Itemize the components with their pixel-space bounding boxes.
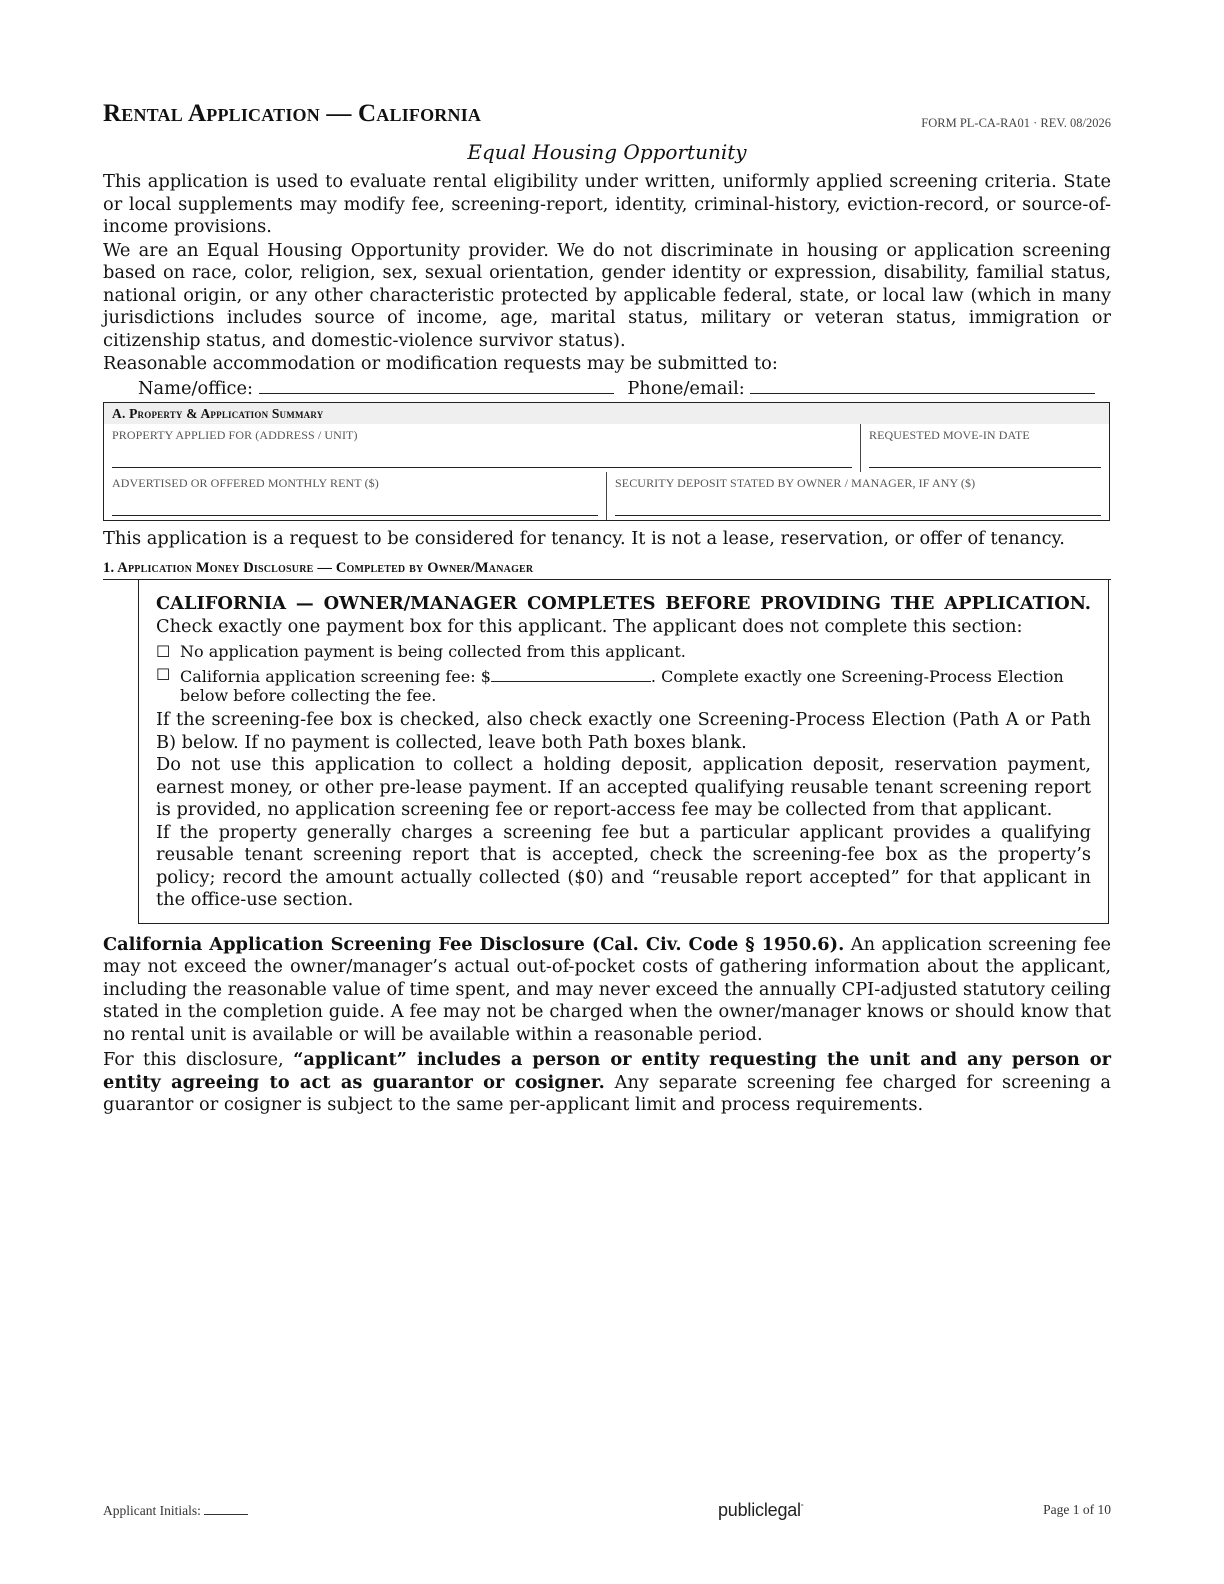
security-deposit-label: SECURITY DEPOSIT STATED BY OWNER / MANAGER, IF ANY ($) [615,476,976,490]
owner-instructions-text: Check exactly one payment box for this applicant. The applicant does not complete this section: [156,615,1023,637]
no-payment-label: No application payment is being collected from this applicant. [180,642,686,661]
screening-fee-amount-field[interactable] [491,665,651,682]
applicant-initials [103,1502,248,1519]
property-address-label: PROPERTY APPLIED FOR (ADDRESS / UNIT) [112,428,358,442]
screening-fee-text-pre: California application screening fee: $ [180,667,491,686]
applicant-initials-field[interactable] [204,1502,248,1515]
applicant-initials-label: Applicant Initials: [103,1503,201,1518]
applicant-definition-post: Any separate screening fee charged for screening a guarantor or cosigner is subject to the same per-applicant limit and process requirements. [103,1071,1111,1115]
property-address-cell [104,424,860,472]
page-subtitle: Equal Housing Opportunity [467,140,747,164]
summary-row-1 [104,424,1109,472]
applicant-definition-bold: “applicant” includes a person or entity requesting the unit and any person or entity agreeing to act as guarantor or cosigner. [103,1049,1111,1093]
name-office-field[interactable] [259,377,614,394]
applicant-definition-paragraph [103,1049,1111,1117]
tenancy-notice: This application is a request to be considered for tenancy. It is not a lease, reservation, or offer of tenancy. [103,528,1065,549]
summary-row-2 [104,472,1109,520]
intro-paragraph-3: Reasonable accommodation or modification requests may be submitted to: [103,353,778,374]
intro-paragraph-2: We are an Equal Housing Opportunity provider. We do not discriminate in housing or application screening based on race, color, religion, sex, sexual orientation, gender identity or expression, disability, familial status, national origin, or any other characteristic protected by applicable federal, state, or local law (which in many jurisdictions includes source of income, age, marital status, military or veteran status, immigration or citizenship status, and domestic-violence survivor status). [103,239,1111,351]
document-page [103,100,1111,1117]
screening-fee-text-post: . Complete exactly one Screening-Process Election below before collecting the fee. [180,667,1064,705]
checkbox-icon[interactable]: ☐ [156,665,171,684]
security-deposit-field[interactable] [615,491,1101,516]
accommodation-contact-line [103,377,1111,401]
page-footer [103,1500,1111,1524]
monthly-rent-label: ADVERTISED OR OFFERED MONTHLY RENT ($) [112,476,379,490]
phone-email-label: Phone/email: [627,377,745,399]
page-number: Page 1 of 10 [1043,1502,1111,1517]
move-in-date-label: REQUESTED MOVE-IN DATE [869,428,1030,442]
screening-fee-option[interactable] [156,665,1091,705]
page-title: Rental Application — California [103,100,482,127]
section-1-heading: 1. Application Money Disclosure — Completed by Owner/Manager [103,560,1111,580]
move-in-date-field[interactable] [869,443,1101,468]
header [103,100,1111,140]
checkbox-icon[interactable]: ☐ [156,642,171,661]
property-address-field[interactable] [112,443,852,468]
publiclegal-logo [718,1500,803,1521]
logo-text: publiclegal [718,1500,801,1520]
screening-fee-label [180,665,1091,705]
reusable-report-paragraph: If the property generally charges a screening fee but a particular applicant provides a qualifying reusable tenant screening report that is accepted, check the screening-fee box as the property’s policy; record the amount actually collected ($0) and “reusable report accepted” for that applicant in the office-use section. [156,821,1091,910]
no-payment-option[interactable] [156,642,1091,661]
move-in-date-cell [860,424,1109,472]
form-number: FORM PL-CA-RA01 · REV. 08/2026 [921,116,1111,130]
security-deposit-cell [606,472,1109,520]
name-office-label: Name/office: [138,377,254,399]
phone-email-field[interactable] [750,377,1095,394]
monthly-rent-cell [104,472,606,520]
summary-heading: A. Property & Application Summary [104,403,1109,424]
owner-instructions-bold: CALIFORNIA — OWNER/MANAGER COMPLETES BEFORE PROVIDING THE APPLICATION. [156,593,1091,614]
fee-disclosure-heading: California Application Screening Fee Disclosure (Cal. Civ. Code § 1950.6). [103,933,845,955]
california-owner-box [138,580,1109,924]
logo-mark-icon: ° [800,1504,804,1511]
path-election-paragraph: If the screening-fee box is checked, also check exactly one Screening-Process Election (Path A or Path B) below. If no payment is collected, leave both Path boxes blank. [156,709,1091,753]
fee-disclosure-paragraph [103,934,1111,1047]
property-summary-box [103,402,1110,521]
owner-instructions [156,593,1091,638]
intro-paragraph-1: This application is used to evaluate rental eligibility under written, uniformly applied screening criteria. State or local supplements may modify fee, screening-report, identity, criminal-history, eviction-record, or source-of-income provisions. [103,171,1111,237]
fee-disclosure-text: An application screening fee may not exceed the owner/manager’s actual out-of-pocket costs of gathering information about the applicant, including the reasonable value of time spent, and may never exceed the annually CPI-adjusted statutory ceiling stated in the completion guide. A fee may not be charged when the owner/manager knows or should know that no rental unit is available or will be available within a reasonable period. [103,933,1111,1045]
holding-deposit-paragraph: Do not use this application to collect a holding deposit, application deposit, reservation payment, earnest money, or other pre-lease payment. If an accepted qualifying reusable tenant screening report is provided, no application screening fee or report-access fee may be collected from that applicant. [156,754,1091,820]
monthly-rent-field[interactable] [112,491,598,516]
applicant-definition-pre: For this disclosure, [103,1049,294,1070]
